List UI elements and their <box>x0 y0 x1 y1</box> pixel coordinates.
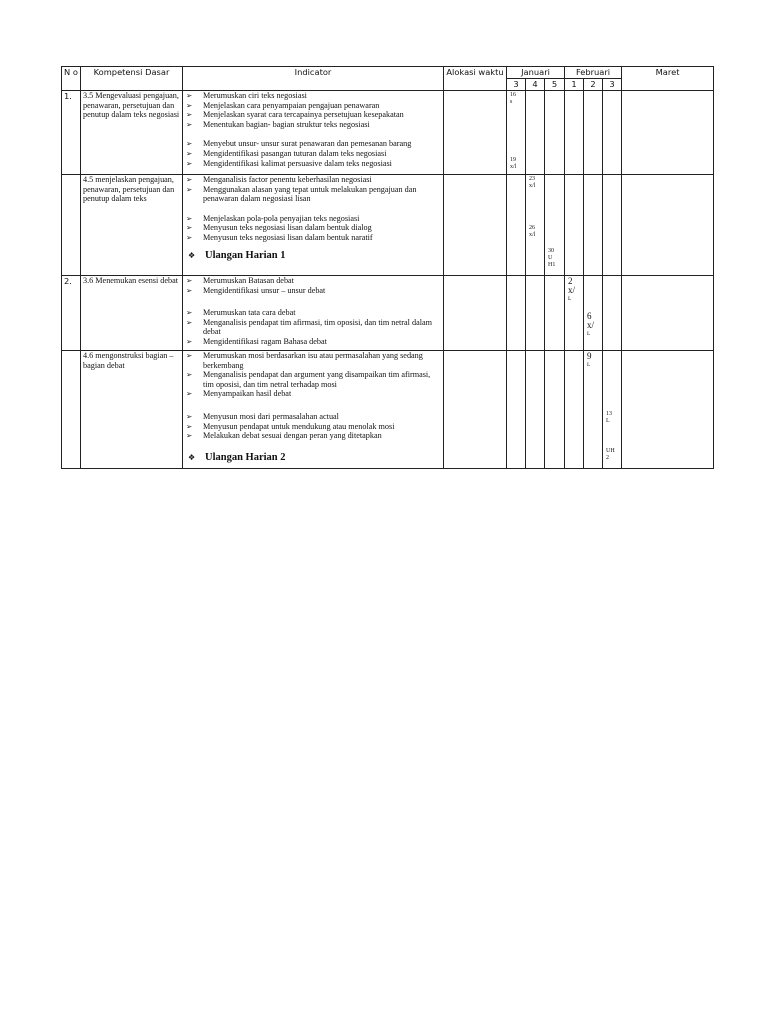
indicator-item: ➢ Menentukan bagian- bagian struktur teks negosiasi <box>186 119 370 129</box>
arrow-bullet-icon: ➢ <box>186 308 193 318</box>
arrow-bullet-icon: ➢ <box>186 175 193 184</box>
indicator-item: ➢ Menjelaskan cara penyampaian pengajuan penawaran <box>186 100 380 110</box>
schedule-mark: 9 L <box>587 351 592 368</box>
schedule-mark: 19 x/l <box>510 157 517 170</box>
indicator-list <box>185 91 441 129</box>
table-row <box>62 276 714 351</box>
ulangan-harian-label: ❖ Ulangan Harian 2 <box>188 451 286 463</box>
arrow-bullet-icon: ➢ <box>186 148 193 158</box>
arrow-bullet-icon: ➢ <box>186 285 193 295</box>
indicator-list <box>185 412 441 441</box>
indicator-cell <box>183 91 444 175</box>
kompetensi-dasar-cell: 4.6 mengonstruksi bagian – bagian debat <box>81 351 183 469</box>
row-number <box>62 351 81 469</box>
indicator-item: ➢ Merumuskan ciri teks negosiasi <box>186 91 307 100</box>
indicator-item: ➢ Mengidentifikasi ragam Bahasa debat <box>186 336 327 346</box>
header-februari: Februari <box>565 67 622 79</box>
indicator-list <box>185 276 441 295</box>
week-cell <box>507 276 526 351</box>
indicator-item: ➢ Menjelaskan syarat cara tercapainya persetujuan kesepakatan <box>186 110 404 120</box>
arrow-bullet-icon: ➢ <box>186 232 193 242</box>
arrow-bullet-icon: ➢ <box>186 351 193 360</box>
maret-cell <box>622 351 714 469</box>
week-cell <box>603 175 622 276</box>
week-cell <box>507 91 526 175</box>
arrow-bullet-icon: ➢ <box>186 276 193 285</box>
week-header: 1 <box>565 79 584 91</box>
kompetensi-dasar-cell: 3.5 Mengevaluasi pengajuan, penawaran, persetujuan dan penutup dalam teks negosiasi <box>81 91 183 175</box>
maret-cell <box>622 276 714 351</box>
schedule-mark: 13 L <box>606 411 613 424</box>
week-cell <box>545 276 565 351</box>
week-cell <box>584 91 603 175</box>
schedule-mark: 6 x/ L <box>587 311 595 337</box>
row-number <box>62 175 81 276</box>
schedule-mark: 2 x/ L <box>568 276 576 302</box>
indicator-item: ➢ Menyampaikan hasil debat <box>186 389 292 399</box>
header-indicator: Indicator <box>183 67 444 91</box>
indicator-item: ➢ Mengidentifikasi kalimat persuasive dalam teks negosiasi <box>186 158 392 168</box>
header-kompetensi-dasar: Kompetensi Dasar <box>81 67 183 91</box>
maret-cell <box>622 91 714 175</box>
arrow-bullet-icon: ➢ <box>186 119 193 129</box>
indicator-item: ➢ Mengidentifikasi pasangan tuturan dalam teks negosiasi <box>186 148 387 158</box>
alokasi-cell <box>444 276 507 351</box>
indicator-item: ➢ Menggunakan alasan yang tepat untuk melakukan pengajuan dan penawaran dalam negosiasi lisan <box>186 184 417 204</box>
indicator-item: ➢ Menyusun mosi dari permasalahan actual <box>186 411 339 421</box>
table-row <box>62 91 714 175</box>
indicator-item: ➢ Menyusun teks negosiasi lisan dalam bentuk dialog <box>186 223 372 233</box>
alokasi-cell <box>444 351 507 469</box>
week-cell <box>584 175 603 276</box>
indicator-list <box>185 214 441 243</box>
week-header: 3 <box>603 79 622 91</box>
header-januari: Januari <box>507 67 565 79</box>
week-cell <box>565 175 584 276</box>
week-cell <box>526 351 545 469</box>
header-maret: Maret <box>622 67 714 91</box>
arrow-bullet-icon: ➢ <box>186 336 193 346</box>
week-cell <box>545 91 565 175</box>
indicator-item: ➢ Merumuskan Batasan debat <box>186 276 294 285</box>
week-cell <box>507 175 526 276</box>
kompetensi-dasar-cell: 3.6 Menemukan esensi debat <box>81 276 183 351</box>
arrow-bullet-icon: ➢ <box>186 91 193 100</box>
row-number: 2. <box>62 276 81 351</box>
indicator-item: ➢ Menyusun teks negosiasi lisan dalam bentuk naratif <box>186 232 373 242</box>
indicator-cell <box>183 276 444 351</box>
maret-cell <box>622 175 714 276</box>
header-no: N o <box>62 67 81 91</box>
schedule-mark: 23 x/l <box>529 176 536 189</box>
alokasi-cell <box>444 175 507 276</box>
week-cell <box>526 175 545 276</box>
arrow-bullet-icon: ➢ <box>186 411 193 421</box>
indicator-item: ➢ Menganalisis pendapat tim afirmasi, tim oposisi, dan tim netral dalam debat <box>186 317 432 337</box>
schedule-mark: UH 2 <box>606 448 615 461</box>
week-cell <box>545 175 565 276</box>
indicator-cell <box>183 351 444 469</box>
week-cell <box>603 351 622 469</box>
indicator-item: ➢ Mengidentifikasi unsur – unsur debat <box>186 285 326 295</box>
header-row-1 <box>62 67 714 79</box>
arrow-bullet-icon: ➢ <box>186 431 193 441</box>
schedule-mark: 26 x/l <box>529 225 536 238</box>
indicator-list <box>185 308 441 346</box>
arrow-bullet-icon: ➢ <box>186 317 193 327</box>
week-cell <box>603 91 622 175</box>
row-number: 1. <box>62 91 81 175</box>
schedule-mark: 30 U H1 <box>548 248 556 268</box>
arrow-bullet-icon: ➢ <box>186 370 193 380</box>
indicator-item: ➢ Menyebut unsur- unsur surat penawaran dan pemesanan barang <box>186 139 412 149</box>
week-header: 2 <box>584 79 603 91</box>
indicator-list <box>185 351 441 399</box>
week-cell <box>603 276 622 351</box>
kompetensi-dasar-cell: 4.5 menjelaskan pengajuan, penawaran, persetujuan dan penutup dalam teks <box>81 175 183 276</box>
indicator-item: ➢ Menjelaskan pola-pola penyajian teks negosiasi <box>186 213 360 223</box>
week-cell <box>507 351 526 469</box>
header-alokasi-waktu: Alokasi waktu <box>444 67 507 91</box>
indicator-list <box>185 139 441 168</box>
schedule-mark: 16 s <box>510 92 516 105</box>
arrow-bullet-icon: ➢ <box>186 110 193 120</box>
arrow-bullet-icon: ➢ <box>186 158 193 168</box>
arrow-bullet-icon: ➢ <box>186 184 193 194</box>
week-cell <box>526 91 545 175</box>
arrow-bullet-icon: ➢ <box>186 223 193 233</box>
table-row <box>62 351 714 469</box>
week-header: 4 <box>526 79 545 91</box>
week-cell <box>584 351 603 469</box>
week-cell <box>565 351 584 469</box>
indicator-item: ➢ Merumuskan mosi berdasarkan isu atau permasalahan yang sedang berkembang <box>186 351 423 370</box>
week-cell <box>526 276 545 351</box>
arrow-bullet-icon: ➢ <box>186 213 193 223</box>
indicator-item: ➢ Menganalisis pendapat dan argument yang disampaikan tim afirmasi, tim oposisi, dan tim netral terhadap mosi <box>186 370 431 389</box>
week-cell <box>565 276 584 351</box>
arrow-bullet-icon: ➢ <box>186 100 193 110</box>
alokasi-cell <box>444 91 507 175</box>
table-row <box>62 175 714 276</box>
arrow-bullet-icon: ➢ <box>186 421 193 431</box>
week-cell <box>584 276 603 351</box>
indicator-item: ➢ Menyusun pendapat untuk mendukung atau menolak mosi <box>186 421 395 431</box>
arrow-bullet-icon: ➢ <box>186 139 193 149</box>
lesson-plan-table <box>61 66 714 469</box>
arrow-bullet-icon: ➢ <box>186 389 193 399</box>
week-cell <box>545 351 565 469</box>
indicator-cell <box>183 175 444 276</box>
indicator-item: ➢ Menganalisis factor penentu keberhasilan negosiasi <box>186 175 372 184</box>
week-cell <box>565 91 584 175</box>
diamond-bullet-icon: ❖ <box>188 250 196 260</box>
week-header: 3 <box>507 79 526 91</box>
ulangan-harian-label: ❖ Ulangan Harian 1 <box>188 249 286 261</box>
week-header: 5 <box>545 79 565 91</box>
diamond-bullet-icon: ❖ <box>188 452 196 462</box>
indicator-item: ➢ Merumuskan tata cara debat <box>186 308 296 318</box>
indicator-list <box>185 175 441 204</box>
indicator-item: ➢ Melakukan debat sesuai dengan peran yang ditetapkan <box>186 431 382 441</box>
